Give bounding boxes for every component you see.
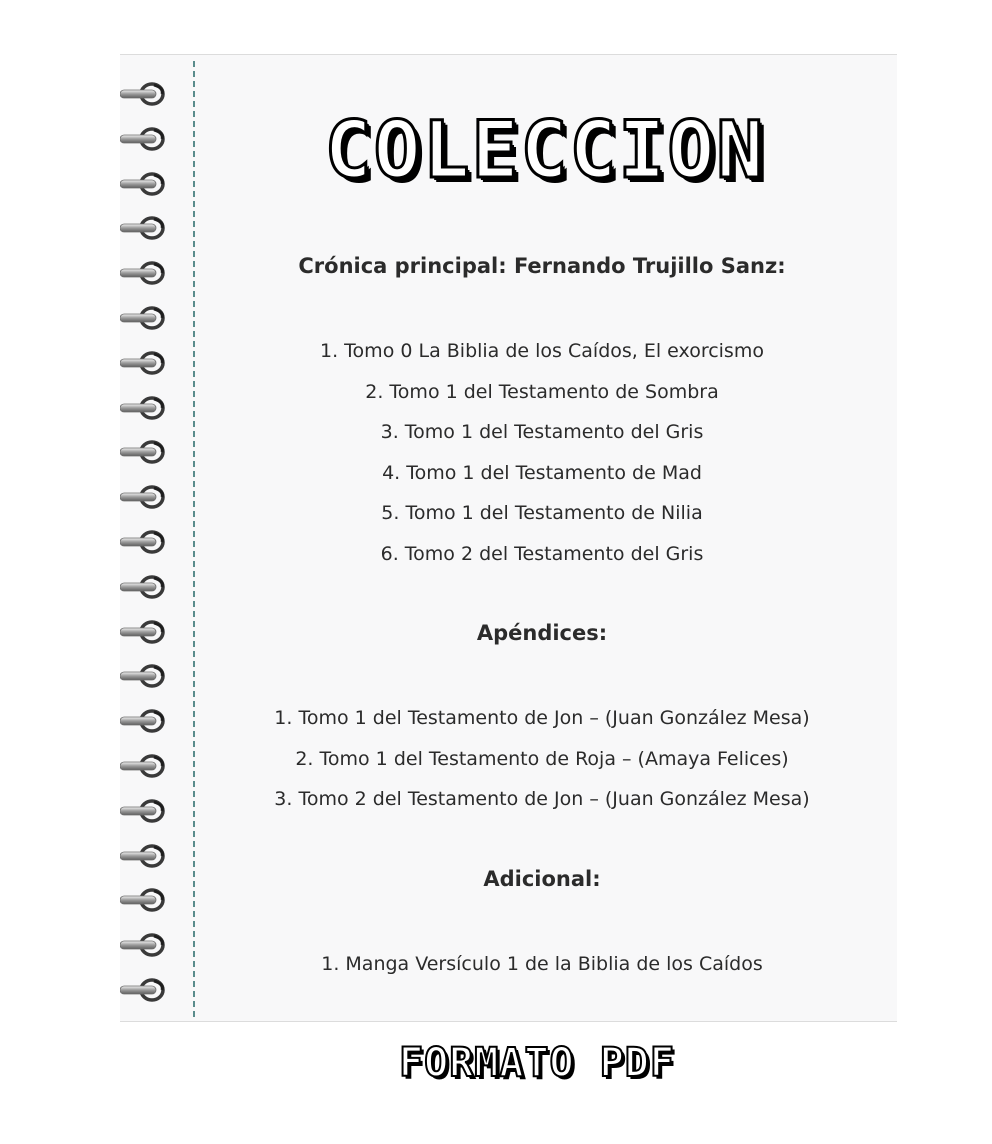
section-heading: Apéndices:	[476, 621, 608, 645]
spiral-ring-icon	[120, 303, 170, 333]
section-apendices	[202, 618, 882, 820]
spiral-ring-icon	[120, 661, 170, 691]
spiral-ring-icon	[120, 258, 170, 288]
spiral-binding	[120, 79, 170, 1009]
book-list	[202, 331, 882, 574]
spiral-ring-icon	[120, 213, 170, 243]
book-list	[202, 698, 882, 820]
section-heading: Crónica principal: Fernando Trujillo Sanz:	[298, 254, 786, 278]
list-item: 3. Tomo 1 del Testamento del Gris	[380, 421, 704, 443]
list-item: 5. Tomo 1 del Testamento de Nilia	[381, 502, 703, 524]
spiral-ring-icon	[120, 437, 170, 467]
book-list	[202, 944, 882, 985]
list-item: 3. Tomo 2 del Testamento de Jon – (Juan González Mesa)	[274, 788, 810, 810]
spiral-ring-icon	[120, 572, 170, 602]
spiral-ring-icon	[120, 79, 170, 109]
spiral-ring-icon	[120, 617, 170, 647]
list-item: 4. Tomo 1 del Testamento de Mad	[382, 461, 702, 484]
spiral-ring-icon	[120, 706, 170, 736]
spiral-ring-icon	[120, 975, 170, 1005]
format-label: FORMATO PDF	[399, 1040, 675, 1086]
section-adicional	[202, 864, 882, 985]
spiral-ring-icon	[120, 527, 170, 557]
page-title: COLECCION	[324, 106, 766, 196]
collection-content	[202, 251, 882, 984]
margin-line	[193, 61, 195, 1017]
spiral-ring-icon	[120, 930, 170, 960]
spiral-ring-icon	[120, 348, 170, 378]
list-item: 2. Tomo 1 del Testamento de Sombra	[365, 380, 719, 403]
section-cronica-principal	[202, 251, 882, 574]
list-item: 1. Manga Versículo 1 de la Biblia de los Caídos	[321, 952, 763, 975]
notebook-page	[120, 54, 897, 1022]
spiral-ring-icon	[120, 482, 170, 512]
spiral-ring-icon	[120, 169, 170, 199]
list-item: 1. Tomo 0 La Biblia de los Caídos, El exorcismo	[320, 340, 764, 362]
spiral-ring-icon	[120, 841, 170, 871]
spiral-ring-icon	[120, 751, 170, 781]
list-item: 2. Tomo 1 del Testamento de Roja – (Amaya Felices)	[295, 747, 789, 770]
list-item: 6. Tomo 2 del Testamento del Gris	[380, 542, 704, 565]
spiral-ring-icon	[120, 393, 170, 423]
list-item: 1. Tomo 1 del Testamento de Jon – (Juan González Mesa)	[274, 707, 810, 729]
section-heading: Adicional:	[483, 866, 601, 891]
spiral-ring-icon	[120, 796, 170, 826]
spiral-ring-icon	[120, 124, 170, 154]
spiral-ring-icon	[120, 885, 170, 915]
